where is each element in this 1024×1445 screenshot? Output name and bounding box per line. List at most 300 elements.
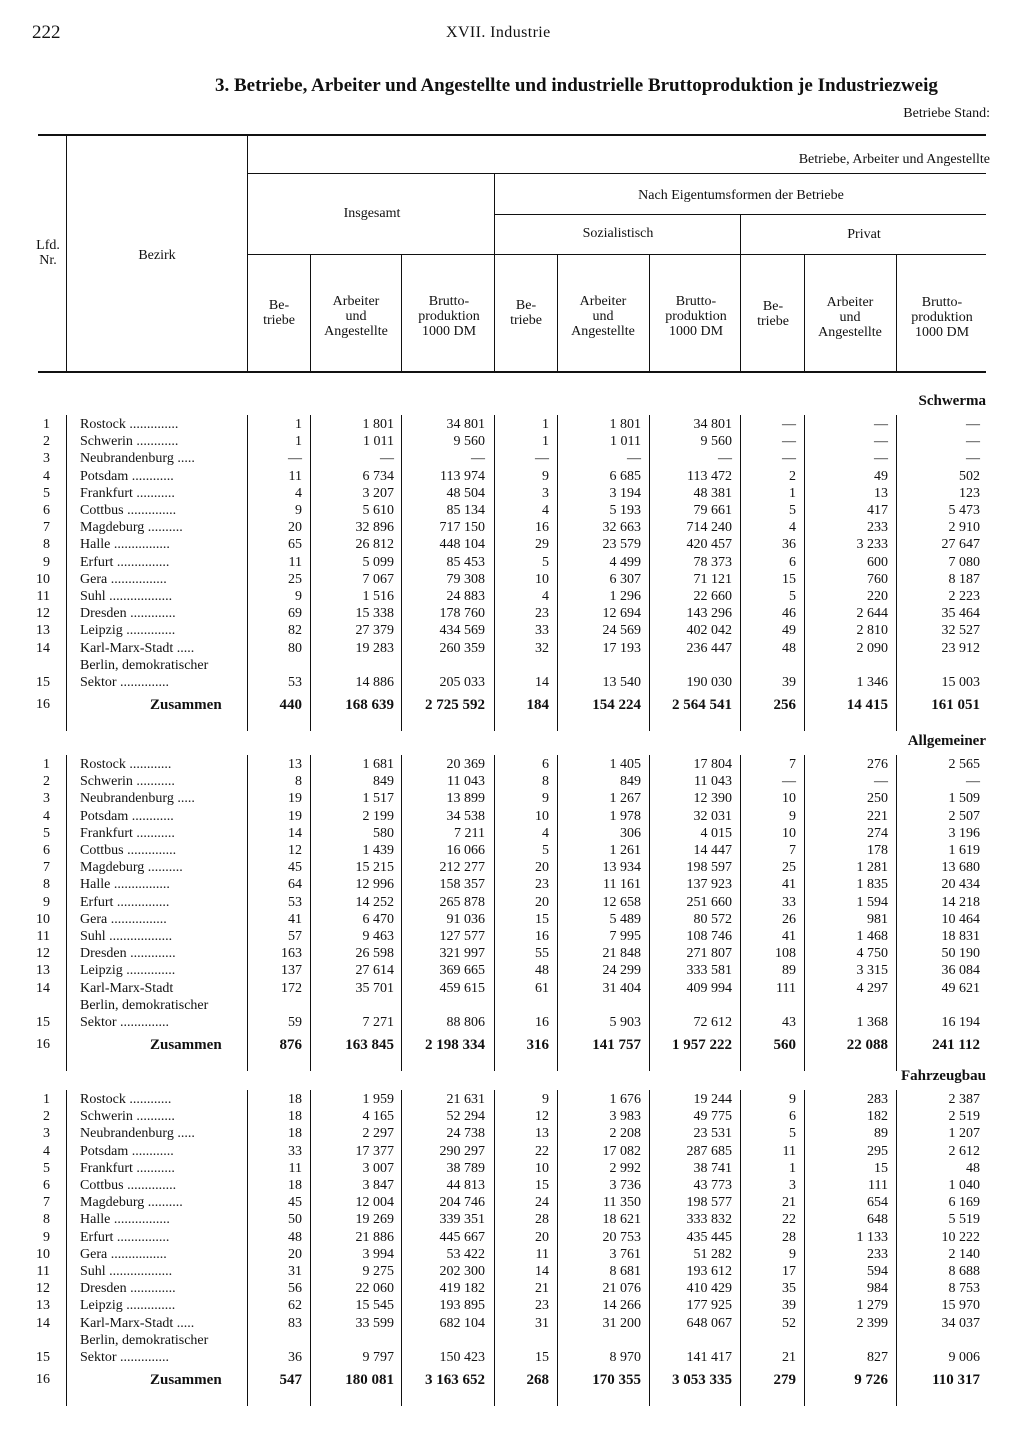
table-cell: 402 042 (686, 623, 732, 639)
table-cell: 1 (789, 1160, 796, 1176)
table-cell: 50 190 (941, 946, 980, 962)
table-cell: 24 (535, 1195, 549, 1211)
row-number: 3 (43, 1126, 50, 1142)
table-cell: 22 660 (693, 589, 732, 604)
table-cell: 91 036 (446, 911, 485, 927)
table-cell: 2 725 592 (425, 697, 485, 714)
row-number: 2 (43, 1109, 50, 1125)
bezirk-name-line: Berlin, demokratischer (80, 1332, 209, 1348)
bezirk-name: Sektor .............. (80, 1015, 170, 1030)
table-cell: 85 134 (446, 503, 485, 518)
table-cell: 9 (789, 1092, 796, 1107)
table-cell: 23 579 (602, 537, 641, 553)
column-rule (310, 415, 311, 731)
table-cell: 12 (535, 1109, 549, 1125)
row-number: 4 (43, 808, 50, 824)
table-cell: 445 667 (439, 1229, 485, 1245)
table-cell: 17 377 (355, 1143, 394, 1159)
table-cell: 8 970 (609, 1350, 641, 1365)
table-cell: 23 531 (693, 1126, 732, 1142)
header-divider (248, 254, 986, 255)
table-cell: 36 084 (941, 963, 980, 979)
table-cell: 36 (288, 1350, 302, 1365)
table-cell: 15 003 (941, 675, 980, 690)
table-cell: — (718, 451, 732, 467)
header-divider (401, 255, 402, 371)
header-top-group: Betriebe, Arbeiter und Angestellte (798, 152, 990, 167)
table-cell: — (966, 774, 980, 790)
table-cell: 2 910 (948, 520, 980, 536)
header-brutto: Brutto- produktion 1000 DM (665, 294, 727, 339)
table-cell: 32 896 (355, 520, 394, 536)
table-title: 3. Betriebe, Arbeiter und Angestellte und industrielle Bruttoproduktion je Industriezweig (215, 75, 938, 96)
table-cell: 178 760 (439, 606, 485, 622)
table-cell: 13 (288, 757, 302, 772)
table-cell: 28 (782, 1229, 796, 1245)
section-title: Schwerma (918, 393, 986, 409)
bezirk-name: Suhl .................. (80, 1264, 173, 1279)
row-number: 11 (36, 929, 50, 944)
table-cell: 260 359 (439, 640, 485, 656)
table-cell: 82 (288, 623, 302, 639)
table-cell: 18 621 (602, 1212, 641, 1228)
table-cell: 14 447 (693, 843, 732, 858)
table-cell: 1 (295, 417, 302, 432)
row-number: 10 (36, 1246, 50, 1262)
table-cell: 11 043 (447, 774, 485, 790)
table-cell: 80 572 (693, 911, 732, 927)
table-cell: 15 970 (941, 1298, 980, 1314)
chapter-heading: XVII. Industrie (446, 24, 551, 41)
bezirk-name: Gera ................ (80, 911, 167, 927)
row-number: 14 (36, 1315, 50, 1331)
row-number: 12 (36, 946, 50, 962)
table-cell: 65 (288, 537, 302, 553)
table-cell: 682 104 (439, 1315, 485, 1331)
table-cell: 22 (535, 1143, 549, 1159)
table-cell: 41 (288, 911, 302, 927)
table-cell: 2 199 (362, 808, 394, 824)
row-number: 13 (36, 1298, 50, 1314)
row-number: 8 (43, 537, 50, 553)
bezirk-name: Potsdam ............ (80, 468, 174, 484)
table-cell: 1 261 (609, 843, 641, 858)
table-cell: 24 569 (602, 623, 641, 639)
column-rule (804, 415, 805, 731)
table-cell: 9 797 (362, 1350, 394, 1365)
row-number: 11 (36, 1264, 50, 1279)
total-label: Zusammen (150, 1372, 222, 1389)
table-cell: 9 (789, 808, 796, 824)
table-cell: 24 738 (446, 1126, 485, 1142)
row-number: 10 (36, 571, 50, 587)
table-cell: 113 974 (440, 468, 485, 484)
header-arbeiter: Arbeiter und Angestellte (818, 295, 882, 340)
bezirk-name-line: Berlin, demokratischer (80, 657, 209, 673)
table-cell: 204 746 (439, 1195, 485, 1211)
table-cell: 64 (288, 877, 302, 893)
table-cell: 333 832 (686, 1212, 732, 1228)
table-cell: 25 (288, 571, 302, 587)
header-nach-eigentum: Nach Eigentumsformen der Betriebe (638, 188, 844, 203)
table-cell: 46 (782, 606, 796, 622)
table-cell: 19 269 (355, 1212, 394, 1228)
table-cell: — (782, 417, 796, 432)
table-cell: 339 351 (439, 1212, 485, 1228)
table-cell: 20 (288, 520, 302, 536)
table-cell: 7 995 (609, 929, 641, 944)
table-cell: 2 565 (948, 757, 980, 772)
bezirk-name: Erfurt ............... (80, 1229, 170, 1245)
table-cell: 20 753 (602, 1229, 641, 1245)
table-cell: 8 688 (948, 1264, 980, 1279)
table-cell: 89 (782, 963, 796, 979)
table-cell: 19 283 (355, 640, 394, 656)
bezirk-name: Frankfurt ........... (80, 485, 175, 501)
column-rule (896, 1090, 897, 1406)
table-cell: 198 577 (686, 1195, 732, 1211)
row-number: 4 (43, 1143, 50, 1159)
table-cell: 9 (295, 589, 302, 604)
bezirk-name: Potsdam ............ (80, 808, 174, 824)
table-cell: 6 685 (609, 468, 641, 484)
table-subtitle: Betriebe Stand: (903, 106, 990, 121)
table-cell: 53 (288, 675, 302, 690)
table-cell: 14 (535, 675, 549, 690)
table-cell: 654 (867, 1195, 888, 1211)
table-cell: 178 (867, 843, 888, 858)
table-cell: 21 076 (602, 1281, 641, 1297)
table-cell: 49 (874, 468, 888, 484)
table-cell: 14 (288, 825, 302, 841)
table-cell: 27 647 (941, 537, 980, 553)
table-cell: 256 (773, 697, 796, 714)
column-rule (649, 1090, 650, 1406)
table-cell: 23 (535, 877, 549, 893)
table-cell: 1 835 (856, 877, 888, 893)
table-cell: 15 (535, 1178, 549, 1193)
table-cell: 49 (782, 623, 796, 639)
table-cell: 827 (867, 1350, 888, 1365)
table-cell: 15 545 (355, 1298, 394, 1314)
table-cell: 12 390 (693, 791, 732, 807)
column-rule (557, 415, 558, 731)
bezirk-name: Neubrandenburg ..... (80, 451, 195, 467)
table-cell: 28 (535, 1212, 549, 1228)
table-cell: 180 081 (345, 1372, 394, 1389)
table-cell: 8 (542, 774, 549, 790)
table-cell: 123 (959, 485, 980, 501)
table-cell: 13 934 (602, 860, 641, 876)
table-cell: 20 434 (941, 877, 980, 893)
table-cell: 1 801 (609, 417, 641, 432)
table-cell: 21 886 (355, 1229, 394, 1245)
table-cell: 23 912 (941, 640, 980, 656)
bezirk-name: Suhl .................. (80, 589, 173, 604)
bezirk-name: Schwerin ............ (80, 434, 179, 450)
table-cell: 48 381 (693, 485, 732, 501)
table-cell: 43 773 (693, 1178, 732, 1193)
table-cell: 18 831 (941, 929, 980, 944)
table-cell: 2 810 (856, 623, 888, 639)
table-cell: 1 (542, 434, 549, 450)
header-divider (649, 255, 650, 371)
table-cell: 2 519 (948, 1109, 980, 1125)
table-cell: 984 (867, 1281, 888, 1297)
table-cell: 23 (535, 1298, 549, 1314)
table-cell: 38 789 (446, 1160, 485, 1176)
row-number: 9 (43, 1229, 50, 1245)
table-cell: 459 615 (439, 980, 485, 996)
table-cell: 13 680 (941, 860, 980, 876)
table-cell: 13 540 (602, 675, 641, 690)
bezirk-name: Erfurt ............... (80, 554, 170, 570)
table-cell: 212 277 (439, 860, 485, 876)
table-cell: 110 317 (932, 1372, 980, 1389)
table-cell: 16 194 (941, 1015, 980, 1030)
table-cell: 17 804 (693, 757, 732, 772)
row-number: 1 (43, 757, 50, 772)
table-cell: 580 (373, 825, 394, 841)
bezirk-name: Sektor .............. (80, 1350, 170, 1365)
table-cell: 410 429 (686, 1281, 732, 1297)
table-cell: 33 (535, 623, 549, 639)
table-cell: 1 681 (362, 757, 394, 772)
table-cell: 1 281 (856, 860, 888, 876)
table-cell: 168 639 (345, 697, 394, 714)
table-cell: 274 (867, 825, 888, 841)
header-divider (557, 255, 558, 371)
row-number: 15 (36, 1015, 50, 1030)
table-cell: 7 (789, 843, 796, 858)
table-cell: 19 (288, 791, 302, 807)
table-cell: 23 (535, 606, 549, 622)
table-cell: 3 736 (609, 1178, 641, 1193)
table-cell: 6 (542, 757, 549, 772)
table-cell: — (874, 774, 888, 790)
row-number: 7 (43, 520, 50, 536)
total-label: Zusammen (150, 1037, 222, 1054)
table-cell: 287 685 (686, 1143, 732, 1159)
table-cell: 241 112 (932, 1037, 980, 1054)
bezirk-name: Leipzig .............. (80, 963, 176, 979)
table-cell: 3 196 (948, 825, 980, 841)
column-rule (896, 415, 897, 731)
row-number: 15 (36, 675, 50, 690)
column-rule (804, 1090, 805, 1406)
table-cell: 4 (542, 503, 549, 518)
table-cell: 221 (867, 808, 888, 824)
table-cell: 760 (867, 571, 888, 587)
table-cell: 21 (782, 1350, 796, 1365)
table-cell: 163 845 (345, 1037, 394, 1054)
table-cell: — (966, 451, 980, 467)
table-cell: 435 445 (686, 1229, 732, 1245)
row-number: 5 (43, 825, 50, 841)
row-number: 2 (43, 434, 50, 450)
bezirk-name: Halle ................ (80, 537, 170, 553)
row-number: 4 (43, 468, 50, 484)
header-bottom-rule (38, 371, 986, 373)
header-betriebe: Be- triebe (510, 298, 542, 328)
header-top-rule (38, 134, 986, 136)
table-cell: 5 519 (948, 1212, 980, 1228)
table-cell: 15 (782, 571, 796, 587)
table-cell: 6 (789, 1109, 796, 1125)
table-cell: 21 (782, 1195, 796, 1211)
bezirk-name: Suhl .................. (80, 929, 173, 944)
table-cell: 8 681 (609, 1264, 641, 1279)
table-cell: 6 (789, 554, 796, 570)
row-number: 9 (43, 554, 50, 570)
table-cell: 10 (535, 571, 549, 587)
column-rule (401, 1090, 402, 1406)
column-rule (66, 755, 67, 1071)
total-label: Zusammen (150, 697, 222, 714)
bezirk-name-line: Berlin, demokratischer (80, 997, 209, 1013)
table-cell: 193 895 (439, 1298, 485, 1314)
table-cell: 2 992 (609, 1160, 641, 1176)
table-cell: 2 387 (948, 1092, 980, 1107)
bezirk-name: Rostock ............ (80, 757, 172, 772)
table-cell: 150 423 (439, 1350, 485, 1365)
table-cell: 21 (535, 1281, 549, 1297)
table-cell: — (874, 434, 888, 450)
table-cell: 172 (281, 980, 302, 996)
table-cell: 205 033 (439, 675, 485, 690)
table-cell: 265 878 (439, 894, 485, 910)
header-betriebe: Be- triebe (757, 299, 789, 329)
bezirk-name: Leipzig .............. (80, 1298, 176, 1314)
table-cell: 420 457 (686, 537, 732, 553)
bezirk-name: Erfurt ............... (80, 894, 170, 910)
table-cell: 16 066 (446, 843, 485, 858)
column-rule (649, 755, 650, 1071)
table-cell: 648 (867, 1212, 888, 1228)
table-cell: 154 224 (592, 697, 641, 714)
table-cell: 1 346 (856, 675, 888, 690)
table-cell: 6 734 (362, 468, 394, 484)
table-cell: 108 (775, 946, 796, 962)
table-cell: 849 (620, 774, 641, 790)
table-cell: 27 379 (355, 623, 394, 639)
section-title: Allgemeiner (907, 733, 986, 749)
table-cell: 11 (288, 1160, 302, 1176)
table-cell: 271 807 (686, 946, 732, 962)
bezirk-name: Leipzig .............. (80, 623, 176, 639)
row-number: 5 (43, 1160, 50, 1176)
table-cell: 369 665 (439, 963, 485, 979)
table-cell: 26 (782, 911, 796, 927)
table-cell: 1 978 (609, 808, 641, 824)
table-cell: 14 218 (941, 894, 980, 910)
header-lfd-nr: Lfd. Nr. (36, 238, 60, 268)
table-cell: 20 (535, 1229, 549, 1245)
table-cell: 113 472 (687, 468, 732, 484)
table-cell: — (966, 417, 980, 432)
table-cell: 4 750 (856, 946, 888, 962)
table-cell: 2 644 (856, 606, 888, 622)
table-cell: 2 090 (856, 640, 888, 656)
table-cell: 25 (782, 860, 796, 876)
column-rule (896, 755, 897, 1071)
column-rule (557, 755, 558, 1071)
table-cell: 1 (542, 417, 549, 432)
table-cell: — (627, 451, 641, 467)
table-cell: 4 499 (609, 554, 641, 570)
table-cell: 448 104 (439, 537, 485, 553)
bezirk-name: Halle ................ (80, 1212, 170, 1228)
table-cell: 3 761 (609, 1246, 641, 1262)
table-cell: 44 813 (446, 1178, 485, 1193)
table-cell: 32 (535, 640, 549, 656)
table-cell: 9 (542, 1092, 549, 1107)
table-cell: 198 597 (686, 860, 732, 876)
header-arbeiter: Arbeiter und Angestellte (571, 294, 635, 339)
table-cell: 53 422 (446, 1246, 485, 1262)
table-cell: 71 121 (693, 571, 732, 587)
table-cell: — (380, 451, 394, 467)
table-cell: 56 (288, 1281, 302, 1297)
table-cell: 11 350 (603, 1195, 641, 1211)
table-cell: 24 883 (446, 589, 485, 604)
table-cell: 18 (288, 1092, 302, 1107)
table-cell: 34 801 (693, 417, 732, 432)
table-cell: 333 581 (686, 963, 732, 979)
table-cell: 849 (373, 774, 394, 790)
table-cell: 502 (959, 468, 980, 484)
table-cell: 3 163 652 (425, 1372, 485, 1389)
table-cell: 89 (874, 1126, 888, 1142)
table-cell: 11 (288, 468, 302, 484)
row-number: 6 (43, 843, 50, 858)
table-cell: 717 150 (439, 520, 485, 536)
row-number: 16 (36, 697, 50, 713)
table-cell: 69 (288, 606, 302, 622)
table-cell: 10 (782, 825, 796, 841)
row-number: 2 (43, 774, 50, 790)
table-cell: 34 538 (446, 808, 485, 824)
table-cell: 233 (867, 1246, 888, 1262)
table-cell: 35 (782, 1281, 796, 1297)
table-cell: 1 509 (948, 791, 980, 807)
table-cell: 2 612 (948, 1143, 980, 1159)
table-cell: 14 266 (602, 1298, 641, 1314)
row-number: 12 (36, 1281, 50, 1297)
table-cell: 202 300 (439, 1264, 485, 1279)
table-cell: 1 439 (362, 843, 394, 858)
table-cell: 10 464 (941, 911, 980, 927)
table-cell: 4 297 (856, 980, 888, 996)
row-number: 3 (43, 791, 50, 807)
table-cell: 4 (542, 589, 549, 604)
table-cell: 32 527 (941, 623, 980, 639)
table-cell: 1 405 (609, 757, 641, 772)
table-cell: — (874, 451, 888, 467)
table-cell: 981 (867, 911, 888, 927)
header-arbeiter: Arbeiter und Angestellte (324, 294, 388, 339)
table-cell: 43 (782, 1015, 796, 1030)
table-cell: 2 297 (362, 1126, 394, 1142)
table-cell: 279 (773, 1372, 796, 1389)
header-insgesamt: Insgesamt (343, 206, 401, 221)
table-cell: 51 282 (693, 1246, 732, 1262)
table-cell: 20 369 (446, 757, 485, 772)
table-cell: 15 (535, 911, 549, 927)
bezirk-name: Potsdam ............ (80, 1143, 174, 1159)
table-cell: 11 (288, 554, 302, 570)
table-cell: 4 015 (700, 825, 732, 841)
